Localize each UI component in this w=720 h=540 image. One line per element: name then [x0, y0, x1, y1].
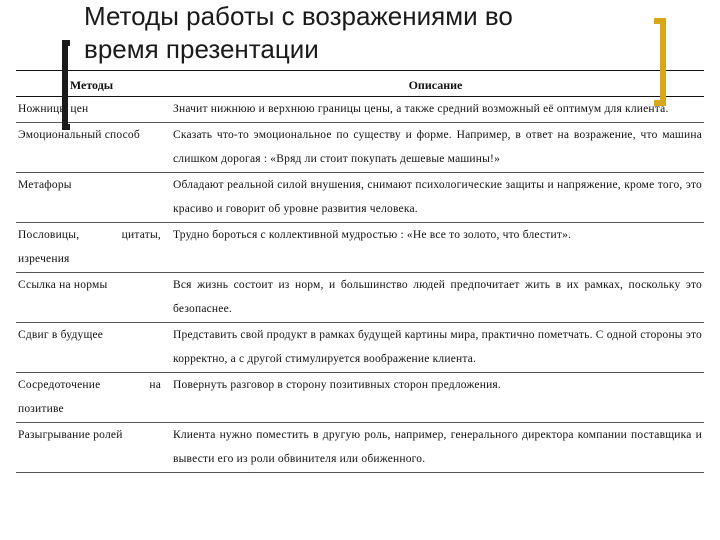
- left-bracket-decoration: [62, 40, 70, 130]
- method-cell: Пословицы, цитаты, изречения: [16, 222, 167, 272]
- slide-title: Методы работы с возражениями во время презентации: [84, 1, 513, 64]
- description-cell: Повернуть разговор в сторону позитивных сторон предложения.: [167, 372, 704, 422]
- methods-table: [16, 70, 704, 473]
- method-cell: Ножницы цен: [16, 97, 167, 123]
- method-cell: Эмоциональный способ: [16, 122, 167, 172]
- table-row: [16, 172, 704, 222]
- method-cell: Метафоры: [16, 172, 167, 222]
- description-cell: Сказать что-то эмоциональное по существу и форме. Например, в ответ на возражение, что машина слишком дорогая : «Вряд ли стоит покупать дешевые машины!»: [167, 122, 704, 172]
- right-bracket-decoration: [654, 18, 666, 106]
- table-row: [16, 222, 704, 272]
- table-row: [16, 422, 704, 472]
- column-header-description: Описание: [167, 71, 704, 97]
- method-cell: Разыгрывание ролей: [16, 422, 167, 472]
- description-cell: Клиента нужно поместить в другую роль, например, генерального директора компании поставщика и вывести его из роли обвинителя или обиженного.: [167, 422, 704, 472]
- table-row: [16, 372, 704, 422]
- method-cell: Ссылка на нормы: [16, 272, 167, 322]
- method-cell: Сдвиг в будущее: [16, 322, 167, 372]
- method-cell: Сосредоточение на позитиве: [16, 372, 167, 422]
- table-row: [16, 322, 704, 372]
- description-cell: Вся жизнь состоит из норм, и большинство людей предпочитает жить в их рамках, поскольку это безопаснее.: [167, 272, 704, 322]
- table-row: [16, 272, 704, 322]
- description-cell: Значит нижнюю и верхнюю границы цены, а также средний возможный её оптимум для клиента.: [167, 97, 704, 123]
- table-row: [16, 97, 704, 123]
- description-cell: Обладают реальной силой внушения, снимают психологические защиты и напряжение, кроме того, это красиво и говорит об уровне развития человека.: [167, 172, 704, 222]
- column-header-methods: Методы: [16, 71, 167, 97]
- table-row: [16, 122, 704, 172]
- description-cell: Трудно бороться с коллективной мудростью : «Не все то золото, что блестит».: [167, 222, 704, 272]
- description-cell: Представить свой продукт в рамках будущей картины мира, практично пометчать. С одной стороны это корректно, а с другой стимулируется воображение клиента.: [167, 322, 704, 372]
- table-header-row: [16, 71, 704, 97]
